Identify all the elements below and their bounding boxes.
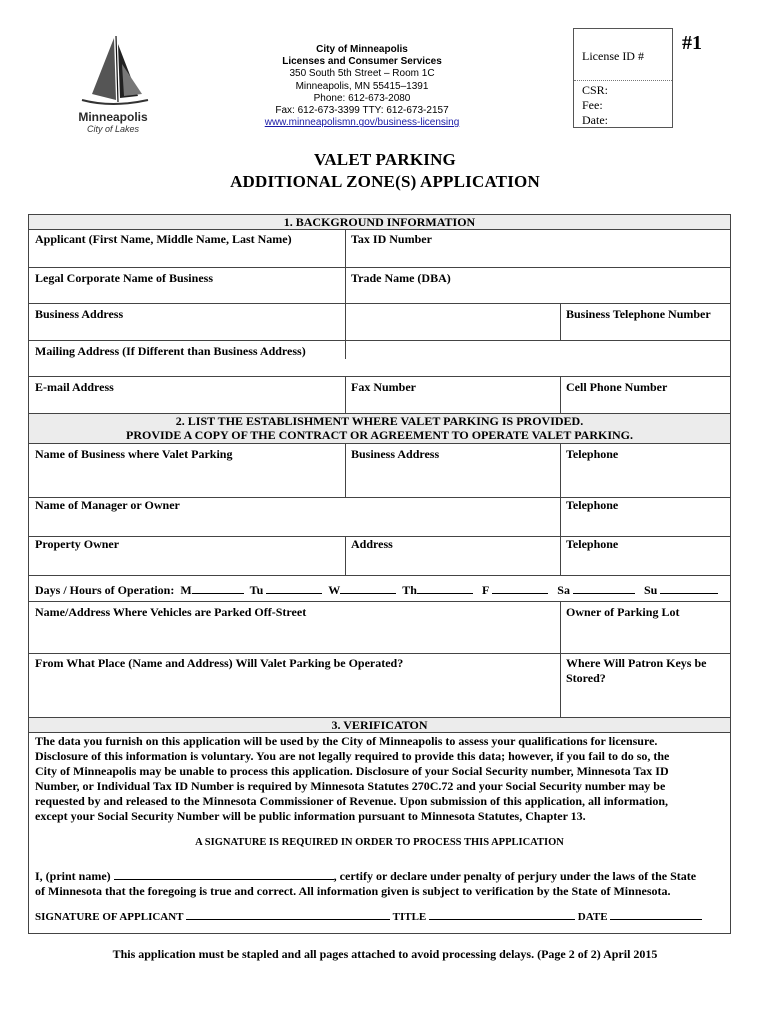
keys-stored-line1: Where Will Patron Keys be <box>566 656 707 670</box>
dept-city: Minneapolis, MN 55415–1391 <box>295 80 429 92</box>
section3-header: 3. VERIFICATON <box>29 718 730 733</box>
saturday-label: Sa <box>557 583 570 597</box>
mailing-address-label: Mailing Address (If Different than Business Address) <box>35 344 306 358</box>
valet-business-name-label: Name of Business where Valet Parking <box>35 447 233 461</box>
certify-prefix: I, (print name) <box>35 869 111 883</box>
verification-line: requested by and released to the Minnesota Commissioner of Revenue. Upon submission of this application, all information, <box>35 794 669 808</box>
dept-website-link[interactable]: www.minneapolismn.gov/business-licensing <box>264 117 460 129</box>
verification-line: City of Minneapolis may be unable to process this application. Disclosure of your Social Security number, Minnesota Tax ID <box>35 764 669 778</box>
verification-paragraph <box>35 734 727 824</box>
offstreet-parking-label: Name/Address Where Vehicles are Parked Off-Street <box>35 605 307 619</box>
verification-line: except your Social Security Number will be public information pursuant to Minnesota Statutes, Chapter 13. <box>35 809 586 823</box>
valet-business-address-label: Business Address <box>351 447 440 461</box>
verification-line: Disclosure of this information is voluntary. You are not legally required to provide this data; however, if you fail to do so, the <box>35 749 670 763</box>
trade-name-label: Trade Name (DBA) <box>351 271 451 285</box>
cell-phone-label: Cell Phone Number <box>566 380 668 394</box>
signature-required-notice: A SIGNATURE IS REQUIRED IN ORDER TO PROCESS THIS APPLICATION <box>195 837 564 848</box>
applicant-label: Applicant (First Name, Middle Name, Last Name) <box>35 232 292 246</box>
office-use-box <box>573 28 673 128</box>
logo-tagline: City of Lakes <box>86 124 140 134</box>
wednesday-field[interactable] <box>340 582 396 594</box>
lot-owner-label: Owner of Parking Lot <box>566 605 680 619</box>
date-field[interactable] <box>610 908 702 920</box>
signature-field[interactable] <box>186 908 390 920</box>
date-label: Date: <box>582 113 608 127</box>
dept-name: City of Minneapolis <box>316 44 408 55</box>
days-hours-row <box>35 582 718 598</box>
fax-label: Fax Number <box>351 380 416 394</box>
monday-field[interactable] <box>192 582 244 594</box>
verification-line: Number, or Individual Tax ID Number is required by Minnesota Statutes 270C.72 and your Social Security number may be <box>35 779 666 793</box>
tax-id-label: Tax ID Number <box>351 232 432 246</box>
verification-line: The data you furnish on this application will be used by the City of Minneapolis to assess your qualifications for licensure. <box>35 734 658 748</box>
thursday-field[interactable] <box>417 582 473 594</box>
title-label: TITLE <box>392 911 427 923</box>
wednesday-label: W <box>328 583 341 597</box>
csr-label: CSR: <box>582 83 609 97</box>
certification-statement <box>35 868 727 899</box>
days-hours-label: Days / Hours of Operation: <box>35 583 175 597</box>
telephone-label-3: Telephone <box>566 537 619 551</box>
form-title-line1: VALET PARKING <box>314 150 456 169</box>
keys-stored-line2: Stored? <box>566 671 606 685</box>
fee-label: Fee: <box>582 98 603 112</box>
tuesday-field[interactable] <box>266 582 322 594</box>
sunday-label: Su <box>643 583 658 597</box>
operated-from-label: From What Place (Name and Address) Will Valet Parking be Operated? <box>35 656 404 670</box>
email-label: E-mail Address <box>35 380 114 394</box>
sunday-field[interactable] <box>660 582 718 594</box>
saturday-field[interactable] <box>573 582 635 594</box>
property-address-label: Address <box>351 537 393 551</box>
application-form <box>28 214 731 934</box>
city-logo <box>72 34 154 138</box>
legal-name-label: Legal Corporate Name of Business <box>35 271 213 285</box>
certify-suffix: , certify or declare under penalty of perjury under the laws of the State <box>333 869 697 883</box>
dept-street: 350 South 5th Street – Room 1C <box>289 68 435 80</box>
license-id-label: License ID # <box>582 49 644 63</box>
property-owner-label: Property Owner <box>35 537 120 551</box>
section2-header <box>29 414 730 444</box>
friday-label: F <box>481 583 490 597</box>
print-name-field[interactable] <box>114 868 334 880</box>
signature-row <box>35 908 702 923</box>
tuesday-label: Tu <box>249 583 264 597</box>
department-info <box>262 44 462 129</box>
signature-label: SIGNATURE OF APPLICANT <box>35 911 184 923</box>
form-title-line2: ADDITIONAL ZONE(S) APPLICATION <box>230 172 540 191</box>
monday-label: M <box>180 583 192 597</box>
thursday-label: Th <box>402 583 417 597</box>
friday-field[interactable] <box>492 582 548 594</box>
sailboat-icon <box>72 34 154 108</box>
business-phone-label: Business Telephone Number <box>566 307 711 321</box>
section2-header-line1: 2. LIST THE ESTABLISHMENT WHERE VALET PARKING IS PROVIDED. <box>175 414 584 428</box>
manager-label: Name of Manager or Owner <box>35 498 180 512</box>
dept-phone: Phone: 612-673-2080 <box>313 92 411 104</box>
footer-note: This application must be stapled and all pages attached to avoid processing delays. (Page 2 of 2) April 2015 <box>112 947 658 961</box>
telephone-label-1: Telephone <box>566 447 619 461</box>
business-address-label: Business Address <box>35 307 124 321</box>
logo-name: Minneapolis <box>78 110 148 124</box>
date-label: DATE <box>577 911 608 923</box>
page-number: #1 <box>682 32 702 54</box>
telephone-label-2: Telephone <box>566 498 619 512</box>
certify-line2: of Minnesota that the foregoing is true and correct. All information given is subject to verification by the State of Minnesota. <box>35 884 671 898</box>
section1-header: 1. BACKGROUND INFORMATION <box>29 215 730 230</box>
title-field[interactable] <box>429 908 575 920</box>
dept-division: Licenses and Consumer Services <box>282 56 442 68</box>
dept-fax: Fax: 612-673-3399 TTY: 612-673-2157 <box>275 105 449 117</box>
keys-stored-label <box>566 656 706 686</box>
section2-header-line2: PROVIDE A COPY OF THE CONTRACT OR AGREEMENT TO OPERATE VALET PARKING. <box>126 428 633 442</box>
